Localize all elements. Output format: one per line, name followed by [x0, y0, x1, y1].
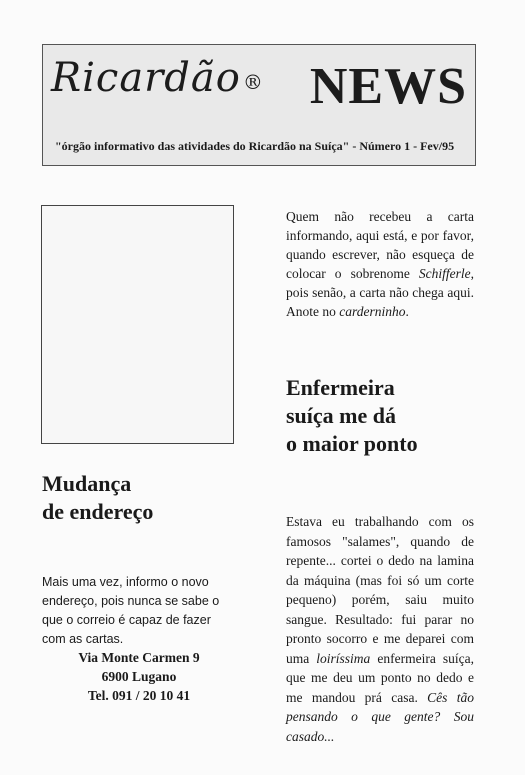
story-headline-line: o maior ponto	[286, 431, 418, 456]
story-text-a: Estava eu trabalhando com os famosos "salames", quando de repente... cortei o dedo na lamina da máquina (mas foi só um corte pequeno) porém, saiu muito sangue. Resultado: fui parar no pronto socorro e me deparei com uma	[286, 514, 474, 666]
address-headline	[42, 470, 232, 526]
address-city: 6900 Lugano	[101, 669, 177, 684]
address-headline-line: de endereço	[42, 499, 154, 524]
address-paragraph: Mais uma vez, informo o novo endereço, pois nunca se sabe o que o correio é capaz de fazer com as cartas.	[42, 575, 220, 646]
brand-name	[51, 55, 264, 101]
address-phone: Tel. 091 / 20 10 41	[87, 688, 191, 703]
brand-wordmark: Ricardão	[51, 55, 241, 101]
story-headline-line: Enfermeira	[286, 375, 395, 400]
story-closing: Cês tão pensando o que gente? Sou casado...	[286, 689, 474, 744]
intro-text-c: .	[405, 304, 409, 319]
registered-mark: ®	[242, 70, 264, 94]
story-headline	[286, 374, 486, 458]
intro-text-a: Quem não recebeu a carta informando, aqui está, e por favor, quando escrever, não esqueça de colocar o sobrenome	[286, 209, 474, 281]
story-headline-line: suíça me dá	[286, 403, 396, 428]
address-headline-line: Mudança	[42, 471, 132, 496]
intro-text-b: , pois senão, a carta não chega aqui. Anote no	[286, 266, 474, 319]
intro-notebook: carderninho	[339, 304, 406, 319]
intro-surname: Schifferle	[418, 266, 471, 281]
intro-paragraph	[286, 207, 474, 321]
photo-frame	[41, 205, 234, 444]
story-paragraph	[286, 512, 474, 746]
tagline: "órgão informativo das atividades do Ricardão na Suíça" - Número 1 - Fev/95	[55, 139, 455, 153]
masthead	[42, 44, 476, 166]
newsletter-title: NEWS	[309, 58, 467, 115]
story-text-b: enfermeira suíça, que me deu um ponto no dedo e me mandou prá casa.	[286, 650, 474, 705]
address-street: Via Monte Carmen 9	[78, 650, 200, 665]
story-blonde: loiríssima	[316, 650, 371, 666]
